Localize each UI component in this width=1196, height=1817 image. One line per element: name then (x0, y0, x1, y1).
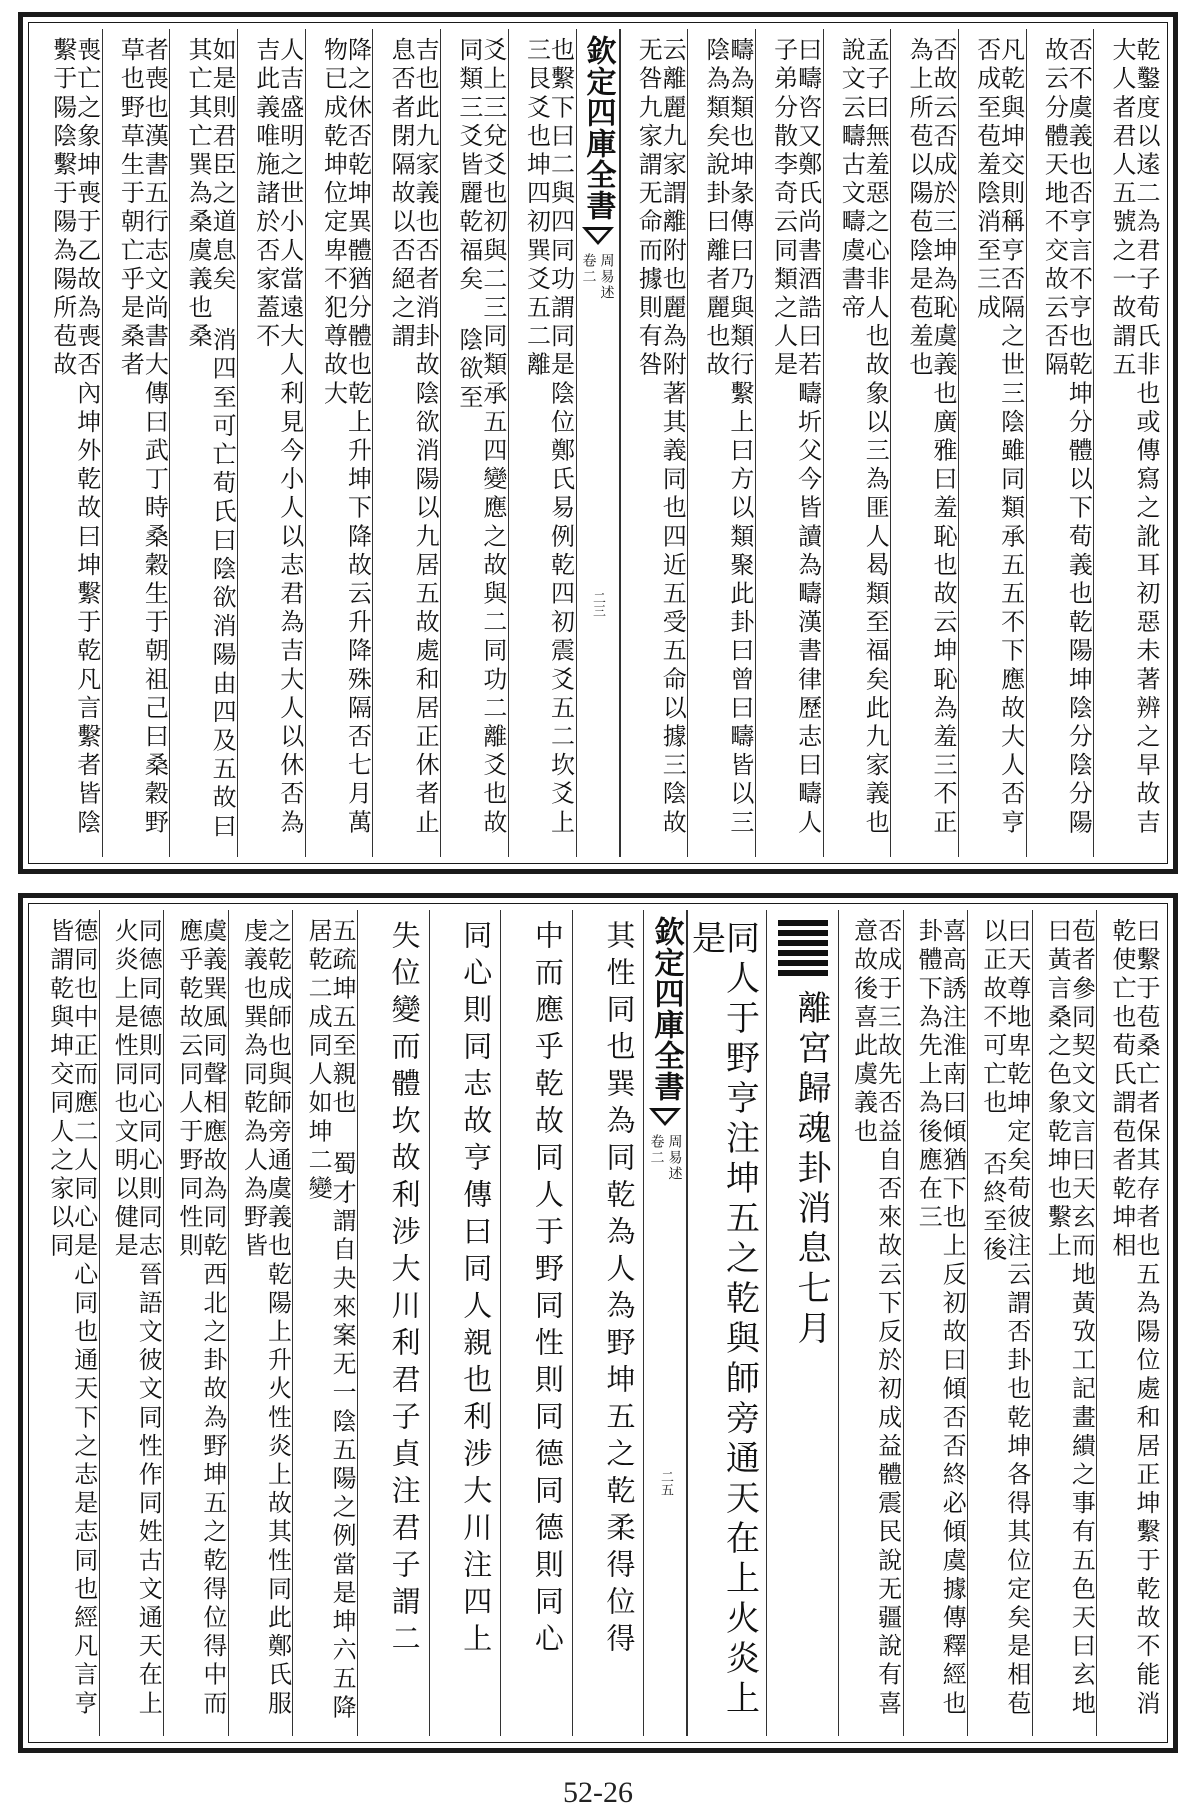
book-subtitle: 周易述 (598, 253, 615, 301)
folio-number: 二三 (590, 591, 605, 617)
text-column: 之乾成師也與師旁通虞義也乾陽上升火性炎上故其性同此鄭氏服虔義也巽為同乾為人為野皆 (228, 910, 293, 1736)
text-column: 孟子曰無羞惡之心非人也故象以三為匪人曷類至福矣此九家義也說文云疇古文疇虞書帝 (823, 29, 891, 857)
text-column: 五疏坤五至親也 蜀才謂自夬來案无一陰五陽之例當是坤六五降居乾二成同人如坤二變 (292, 910, 357, 1736)
book-title: 欽定四庫全書 (648, 916, 684, 1102)
book-title: 欽定四庫全書 (580, 35, 616, 221)
text-column: 也繫下曰二與四同功謂同是陰位鄭氏易例乾四初震爻五二坎爻上三艮爻也坤四初巽爻五二離 (508, 29, 576, 857)
hexagram-icon (778, 920, 828, 980)
scripture-column: 其性同也巽為同乾為人為野坤五之乾柔得位得 (572, 910, 644, 1736)
text-column: 曰天尊地卑乾坤定矣荀彼注云謂否卦也乾坤各得其位定矣是相苞以正故不可亡也 否終至後 (967, 910, 1032, 1736)
scripture-column: 中而應乎乾故同人于野同性則同德同德則同心 (500, 910, 572, 1736)
upper-page-frame (18, 12, 1178, 874)
text-column: 爻上三兌爻也初與二三同類承五四變應之故與二同功二離爻也故同類三爻皆麗乾福矣 陰欲至 (440, 29, 508, 857)
volume-label: 卷二 (648, 1134, 665, 1166)
hexagram-column (766, 910, 838, 1736)
text-column: 德同也中正而應二人同心是心同也通天下之志是志同也經凡言亨皆謂乾與坤交同人之家以同 (45, 918, 98, 1719)
text-column: 凡乾與坤交則稱亨否隔之世三陰雖同類承五五不下應故大人否亨否成至苞羞陰消至三成 (958, 29, 1026, 857)
text-column: 同德同德則同心同心則同志晉語文彼文同性作同姓古文通天在上火炎上是性同也文明以健是 (99, 910, 164, 1736)
text-column: 苞者參同契文文言曰天玄而地黃攷工記畫繢之事有五色天曰玄地曰黃言桑之色象乾坤也繫上 (1032, 910, 1097, 1736)
scripture-column: 同人于野亨注坤五之乾與師旁通天在上火炎上是 (687, 910, 766, 1736)
text-column: 喜高誘注淮南曰傾猶下也上反初故曰傾否否終必傾虞據傳釋經也卦體下為先上為後應在三 (903, 910, 968, 1736)
text-column: 疇為類也坤彖傳曰乃與類行繫上曰方以類聚此卦曰曾曰疇皆以三陰為類矣說卦曰離者麗也故 (687, 29, 755, 857)
center-fold (576, 29, 620, 857)
text-column: 乾鑿度以逺二為君子荀氏非也或傳寫之訛耳初惡未著辨之早故吉大人者君人五號之一故謂五 (1093, 29, 1161, 857)
text-column: 否成于三故先否益自否來故云下反於初成益體震民說无疆說有喜意故後喜此虞義也 (838, 910, 903, 1736)
fishtail-mark-icon (582, 227, 614, 245)
text-column: 曰疇咨又鄭氏尚書酒誥曰若疇圻父今皆讀為疇漢書律歷志曰疇人子弟分散李奇云同類之人是 (755, 29, 823, 857)
scripture-column: 失位變而體坎故利涉大川利君子貞注君子謂二 (357, 910, 429, 1736)
text-column: 人吉盛明之世小人當遠大人利見今小人以志君為吉大人以休否為吉此義唯施諸於否家蓋不 (237, 29, 305, 857)
lower-page-frame (18, 893, 1178, 1753)
text-column: 否故云否成於三坤為恥虞義也廣雅曰羞恥也故云坤恥為羞三不正為上所苞以陽苞陰是苞羞也 (890, 29, 958, 857)
folio-number: 二五 (657, 1470, 673, 1496)
text-column: 虞義巽風同聲相應故為同乾西北之卦故為野坤五之乾得位得中而應乎乾故云同人于野同性則 (163, 910, 228, 1736)
page-number: 52-26 (563, 1776, 633, 1809)
hexagram-note: 離宮歸魂卦消息七月 (791, 990, 832, 1350)
fishtail-mark-icon (649, 1108, 681, 1126)
text-column: 云離麗九家謂離附也麗為附著其義同也四近五受五命以據三陰故无咎九家謂无命而據則有咎 (620, 29, 688, 857)
center-fold (643, 910, 687, 1736)
text-column: 者喪也漢書五行志文尚書大傳曰武丁時桑穀生于朝祖己曰桑穀野草也野草生于朝亡乎是桑者 (102, 29, 170, 857)
volume-label: 卷二 (580, 253, 597, 285)
text-column: 否不虞義也否亨言不亨也乾坤分體以下荀義也乾陽坤陰分陰分陽故云分體天地不交故云否隔 (1026, 29, 1094, 857)
scripture-column: 同心則同志故亨傳曰同人親也利涉大川注四上 (429, 910, 501, 1736)
text-column: 如是則君臣之道息矣 消四至可亡荀氏曰陰欲消陽由四及五故曰其亡其亡巽為桑虞義也桑 (169, 29, 237, 857)
text-column: 降之休否乾坤異體猶分體也乾上升坤下降故云升降殊隔否七月萬物已成乾坤位定卑不犯尊故大 (305, 29, 373, 857)
text-column: 曰繫于苞桑亡者保其存者也五為陽位處和居正坤繫于乾故不能消乾使亡也荀氏謂苞者乾坤相 (1096, 910, 1161, 1736)
text-column: 吉也此九家義也否者消卦故陰欲消陽以九居五故處和居正休者止息否者閉隔故以否絕之謂 (372, 29, 440, 857)
book-subtitle: 周易述 (666, 1134, 683, 1182)
text-column: 喪亡之象坤喪于乙故為喪否內坤外乾故曰坤繫于乾凡言繫者皆陰繫于陽陰繫于陽為陽所苞故 (48, 37, 101, 838)
